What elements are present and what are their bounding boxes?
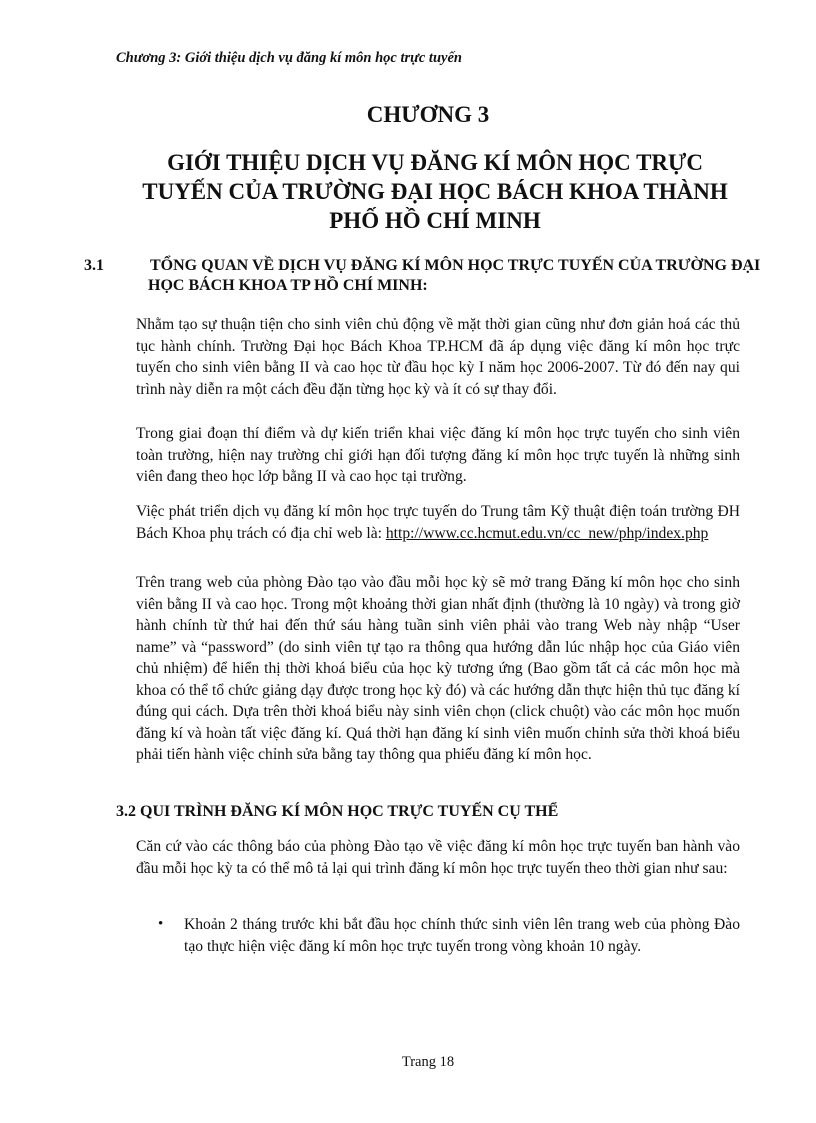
web-link[interactable]: http://www.cc.hcmut.edu.vn/cc_new/php/index.php — [385, 524, 709, 542]
section-heading-3-1 — [84, 256, 774, 296]
page-number: Trang 18 — [401, 1054, 455, 1070]
section-heading-3-2 — [116, 802, 742, 822]
section-title: TỔNG QUAN VỀ DỊCH VỤ ĐĂNG KÍ MÔN HỌC TRỰC TUYẾN CỦA TRƯỜNG ĐẠI HỌC BÁCH KHOA TP HỒ CHÍ MINH: — [148, 257, 761, 294]
chapter-title: GIỚI THIỆU DỊCH VỤ ĐĂNG KÍ MÔN HỌC TRỰC TUYẾN CỦA TRƯỜNG ĐẠI HỌC BÁCH KHOA THÀNH PHỐ HỒ CHÍ MINH — [142, 150, 728, 233]
section-number: 3.1 — [84, 257, 104, 274]
paragraph: Nhằm tạo sự thuận tiện cho sinh viên chủ động về mặt thời gian cũng như đơn giản hoá các thủ tục hành chính. Trường Đại học Bách Khoa TP.HCM đã áp dụng việc đăng kí môn học trực tuyến cho sinh viên bằng II và cao học từ đầu học kỳ I năm học 2006-2007. Từ đó đến nay qui trình này diễn ra một cách đều đặn từng học kỳ và ít có sự thay đổi. — [136, 316, 740, 398]
section-number: 3.2 — [116, 803, 136, 820]
list-item-text: Khoản 2 tháng trước khi bắt đầu học chính thức sinh viên lên trang web của phòng Đào tạo thực hiện việc đăng kí môn học trực tuyến trong vòng khoản 10 ngày. — [184, 916, 740, 955]
paragraph: Trong giai đoạn thí điểm và dự kiến triển khai việc đăng kí môn học trực tuyến cho sinh viên toàn trường, hiện nay trường chỉ giới hạn đối tượng đăng kí môn học trực tuyến là những sinh viên đang theo học lớp bằng II và cao học tại trường. — [136, 425, 740, 485]
bullet-icon: • — [158, 916, 164, 932]
paragraph-text: Việc phát triển dịch vụ đăng kí môn học trực tuyến do Trung tâm Kỹ thuật điện toán trường ĐH Bách Khoa phụ trách có địa chỉ web là: — [136, 503, 740, 542]
paragraph: Trên trang web của phòng Đào tạo vào đầu mỗi học kỳ sẽ mở trang Đăng kí môn học cho sinh viên bằng II và cao học. Trong một khoảng thời gian nhất định (thường là 10 ngày) và trong giờ hành chính từ thứ hai đến thứ sáu hàng tuần sinh viên phải vào trang Web này nhập “User name” và “password” (do sinh viên tự tạo ra thông qua hướng dẫn lúc nhập học của Giáo viên chủ nhiệm) để hiển thị thời khoá biểu của học kỳ tương ứng (Bao gồm tất cả các môn học mà khoa có thể tổ chức giảng dạy được trong học kỳ đó) và các hướng dẫn thực hiện thủ tục đăng kí đúng qui cách. Dựa trên thời khoá biểu này sinh viên chọn (click chuột) vào các môn học muốn đăng kí và hoàn tất việc đăng kí. Quá thời hạn đăng kí sinh viên muốn chỉnh sửa thời khoá biểu phải tiến hành việc chỉnh sửa bằng tay thông qua phiếu đăng kí môn học. — [136, 574, 740, 763]
list-item — [158, 914, 740, 957]
paragraph — [136, 501, 740, 544]
chapter-label: CHƯƠNG 3 — [366, 102, 490, 127]
section-title: QUI TRÌNH ĐĂNG KÍ MÔN HỌC TRỰC TUYẾN CỤ THỂ — [140, 803, 559, 820]
running-header: Chương 3: Giới thiệu dịch vụ đăng kí môn học trực tuyến — [116, 50, 462, 66]
paragraph: Căn cứ vào các thông báo của phòng Đào tạo về việc đăng kí môn học trực tuyến ban hành vào đầu mỗi học kỳ ta có thể mô tả lại qui trình đăng kí môn học trực tuyến theo thời gian như sau: — [136, 838, 740, 877]
